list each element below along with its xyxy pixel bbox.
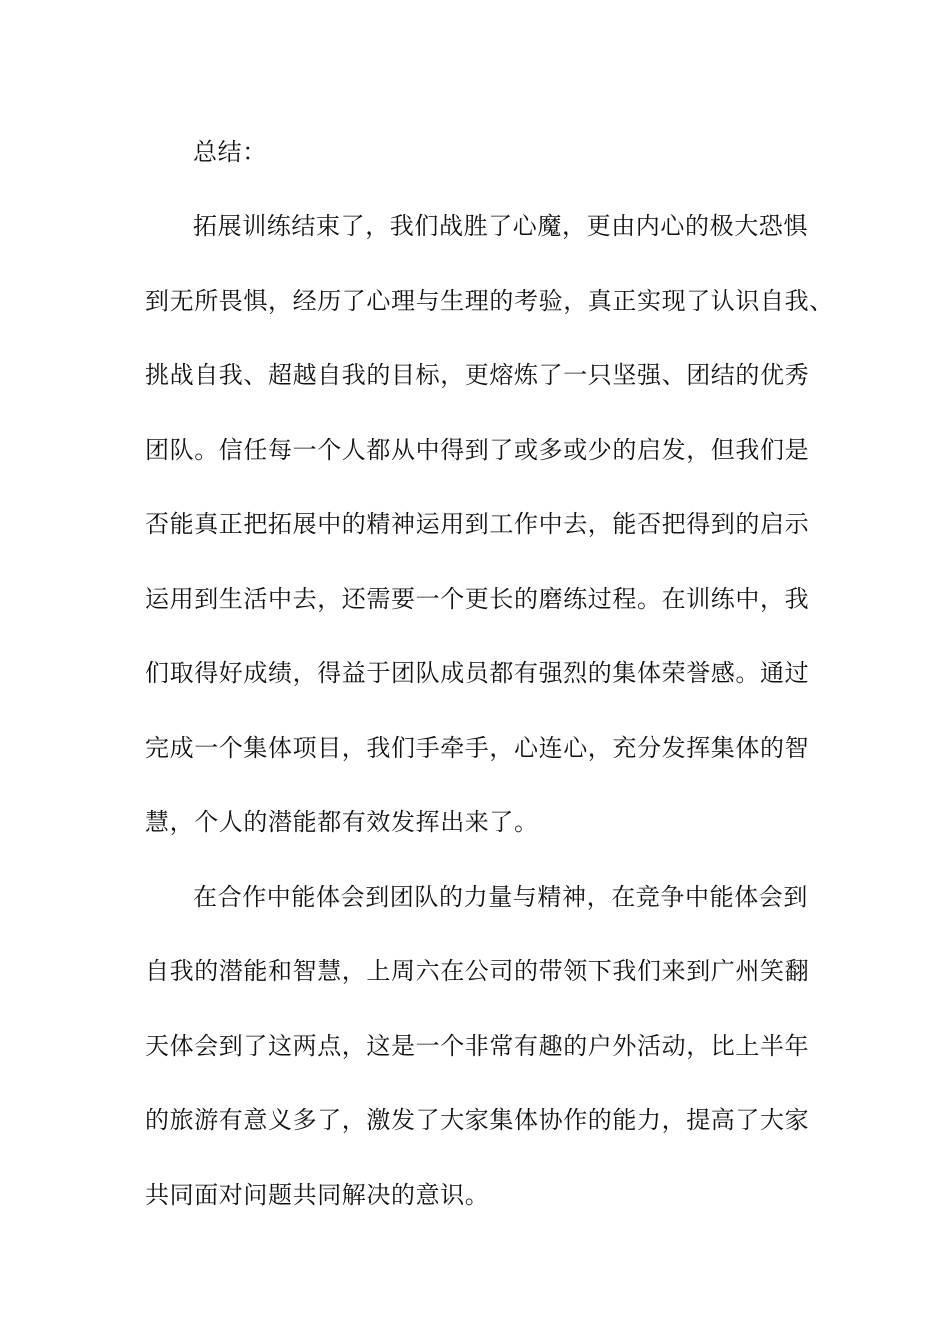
paragraph-2-line-1: 在合作中能体会到团队的力量与精神，在竞争中能体会到 <box>193 883 808 911</box>
paragraph-2-line-5: 共同面对问题共同解决的意识。 <box>145 1181 490 1209</box>
paragraph-2-line-2: 自我的潜能和智慧，上周六在公司的带领下我们来到广州笑翻 <box>145 957 810 985</box>
paragraph-1-line-7: 们取得好成绩，得益于团队成员都有强烈的集体荣誉感。通过 <box>145 659 810 687</box>
paragraph-1-line-4: 团队。信任每一个人都从中得到了或多或少的启发，但我们是 <box>145 436 810 464</box>
paragraph-1-line-3: 挑战自我、超越自我的目标，更熔炼了一只坚强、团结的优秀 <box>145 361 810 389</box>
paragraph-1-line-8: 完成一个集体项目，我们手牵手，心连心，充分发挥集体的智 <box>145 734 810 762</box>
paragraph-2-line-3: 天体会到了这两点，这是一个非常有趣的户外活动，比上半年 <box>145 1032 810 1060</box>
section-heading: 总结： <box>193 138 267 166</box>
paragraph-1-line-2: 到无所畏惧，经历了心理与生理的考验，真正实现了认识自我、 <box>145 287 834 315</box>
paragraph-1-line-9: 慧，个人的潜能都有效发挥出来了。 <box>145 808 539 836</box>
paragraph-2-line-4: 的旅游有意义多了，激发了大家集体协作的能力，提高了大家 <box>145 1106 810 1134</box>
paragraph-1-line-6: 运用到生活中去，还需要一个更长的磨练过程。在训练中，我 <box>145 585 810 613</box>
paragraph-1-line-5: 否能真正把拓展中的精神运用到工作中去，能否把得到的启示 <box>145 510 810 538</box>
paragraph-1-line-1: 拓展训练结束了，我们战胜了心魔，更由内心的极大恐惧 <box>193 212 808 240</box>
